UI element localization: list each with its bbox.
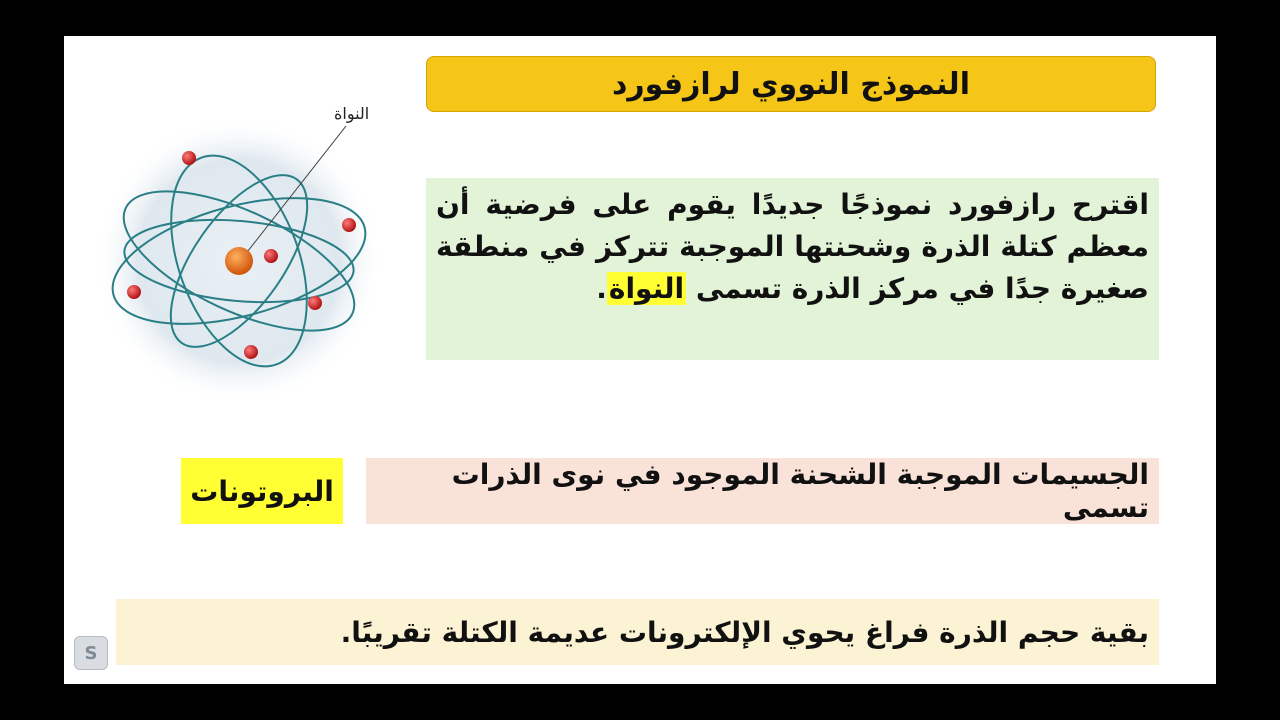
definition-end: .	[596, 272, 607, 305]
app-logo-icon[interactable]: S	[74, 636, 108, 670]
slide	[64, 36, 1216, 684]
electron	[308, 296, 322, 310]
atom-space-text: بقية حجم الذرة فراغ يحوي الإلكترونات عديمة الكتلة تقريبًا.	[340, 615, 1149, 649]
proton-answer-text: البروتونات	[190, 474, 334, 508]
atom-diagram	[84, 96, 404, 416]
electron	[244, 345, 258, 359]
proton-question-text: الجسيمات الموجبة الشحنة الموجود في نوى الذرات تسمى	[451, 458, 1149, 524]
nucleus-label: النواة	[334, 104, 370, 123]
proton-answer-box	[181, 458, 343, 524]
electron	[264, 249, 278, 263]
proton-question-box	[366, 458, 1159, 524]
slide-title-box	[426, 56, 1156, 112]
slide-title: النموذج النووي لرازفورد	[612, 66, 970, 102]
definition-box	[426, 178, 1159, 360]
definition-text: اقترح رازفورد نموذجًا جديدًا يقوم على فرضية أن معظم كتلة الذرة وشحنتها الموجبة تتركز في منطقة صغيرة جدًا في مركز الذرة تسمى	[436, 188, 1149, 305]
electron	[342, 218, 356, 232]
nucleus	[225, 247, 253, 275]
electron	[127, 285, 141, 299]
nucleus-highlight: النواة	[608, 272, 685, 305]
electron	[182, 151, 196, 165]
atom-space-box	[116, 599, 1159, 665]
